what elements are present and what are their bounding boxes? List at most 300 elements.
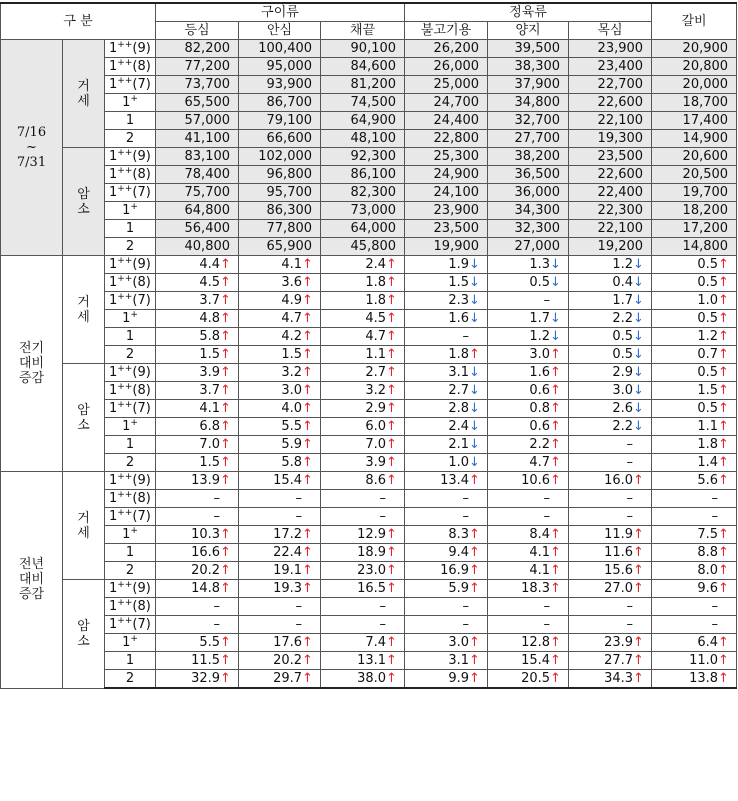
arrow-up-icon: ↑ bbox=[633, 581, 644, 596]
arrow-up-icon: ↑ bbox=[302, 365, 313, 380]
value-text: 6.8 bbox=[199, 419, 221, 434]
grade-base: 1 bbox=[109, 149, 118, 164]
grade-sup: + bbox=[130, 634, 138, 644]
value-text: 4.0 bbox=[281, 401, 303, 416]
value-text: 23,500 bbox=[597, 149, 644, 164]
grade-base: 1 bbox=[125, 329, 135, 344]
grade-base: 1 bbox=[122, 203, 131, 218]
grade-sup: ++ bbox=[117, 292, 133, 302]
value-cell bbox=[652, 670, 737, 689]
grade-sup: ++ bbox=[117, 364, 133, 374]
value-cell bbox=[239, 580, 321, 598]
value-text: 37,900 bbox=[514, 77, 561, 92]
value-cell bbox=[321, 112, 405, 130]
arrow-up-icon: ↑ bbox=[469, 581, 480, 596]
grade-label bbox=[105, 202, 156, 220]
col-header: 불고기용 bbox=[405, 22, 488, 40]
value-text: 2.3 bbox=[448, 293, 470, 308]
grade-base: 1 bbox=[125, 437, 135, 452]
value-text: 20,800 bbox=[682, 59, 729, 74]
arrow-up-icon: ↑ bbox=[386, 257, 397, 272]
value-text: 18.3 bbox=[521, 581, 551, 596]
value-text: – bbox=[462, 491, 470, 506]
arrow-down-icon: ↓ bbox=[633, 401, 644, 416]
gender-label: 거 세 bbox=[63, 472, 105, 580]
value-cell bbox=[569, 652, 652, 670]
value-text: 19.1 bbox=[273, 563, 303, 578]
arrow-up-icon: ↑ bbox=[633, 671, 644, 686]
value-text: 83,100 bbox=[184, 149, 231, 164]
value-cell bbox=[405, 544, 488, 562]
arrow-down-icon: ↓ bbox=[550, 275, 561, 290]
value-cell bbox=[321, 58, 405, 76]
value-cell bbox=[569, 274, 652, 292]
arrow-up-icon: ↑ bbox=[220, 293, 231, 308]
grade-sup: ++ bbox=[117, 508, 133, 518]
grade-base: 1 bbox=[109, 41, 118, 56]
grade-base: 2 bbox=[125, 563, 135, 578]
value-cell bbox=[156, 112, 239, 130]
value-text: 73,000 bbox=[350, 203, 397, 218]
value-cell bbox=[652, 166, 737, 184]
value-cell bbox=[239, 436, 321, 454]
value-text: 82,300 bbox=[350, 185, 397, 200]
value-text: 25,300 bbox=[433, 149, 480, 164]
grade-label bbox=[105, 112, 156, 130]
arrow-up-icon: ↑ bbox=[718, 293, 729, 308]
value-text: 5.8 bbox=[281, 455, 303, 470]
value-cell bbox=[239, 310, 321, 328]
value-cell bbox=[652, 328, 737, 346]
value-text: – bbox=[462, 329, 470, 344]
value-text: 22,300 bbox=[597, 203, 644, 218]
grade-suffix: (9) bbox=[132, 257, 151, 272]
value-text: 14,900 bbox=[682, 131, 729, 146]
grade-sup: ++ bbox=[117, 616, 133, 626]
value-cell bbox=[321, 274, 405, 292]
grade-sup: ++ bbox=[117, 184, 133, 194]
gender-label: 거 세 bbox=[63, 256, 105, 364]
value-text: 2.8 bbox=[448, 401, 470, 416]
arrow-up-icon: ↑ bbox=[302, 437, 313, 452]
grade-sup: ++ bbox=[117, 58, 133, 68]
grade-suffix: (8) bbox=[132, 167, 151, 182]
value-text: 29.7 bbox=[273, 671, 303, 686]
table-row bbox=[1, 310, 737, 328]
value-cell bbox=[239, 490, 321, 508]
grade-sup: ++ bbox=[117, 382, 133, 392]
arrow-down-icon: ↓ bbox=[633, 293, 644, 308]
grade-label bbox=[105, 616, 156, 634]
value-text: 4.9 bbox=[281, 293, 303, 308]
value-text: 96,800 bbox=[266, 167, 313, 182]
arrow-down-icon: ↓ bbox=[550, 257, 561, 272]
value-cell bbox=[239, 400, 321, 418]
table-row bbox=[1, 346, 737, 364]
value-text: 1.8 bbox=[448, 347, 470, 362]
value-cell bbox=[405, 382, 488, 400]
value-cell bbox=[321, 238, 405, 256]
value-cell bbox=[321, 400, 405, 418]
arrow-up-icon: ↑ bbox=[718, 563, 729, 578]
grade-suffix: (7) bbox=[132, 293, 151, 308]
value-cell bbox=[405, 130, 488, 148]
value-text: 3.0 bbox=[612, 383, 634, 398]
value-cell bbox=[321, 598, 405, 616]
value-cell bbox=[156, 382, 239, 400]
value-cell bbox=[488, 382, 569, 400]
value-cell bbox=[239, 130, 321, 148]
arrow-up-icon: ↑ bbox=[550, 563, 561, 578]
value-text: 18,700 bbox=[682, 95, 729, 110]
arrow-up-icon: ↑ bbox=[633, 635, 644, 650]
value-text: 86,300 bbox=[266, 203, 313, 218]
arrow-up-icon: ↑ bbox=[220, 545, 231, 560]
value-cell bbox=[156, 526, 239, 544]
value-cell bbox=[569, 238, 652, 256]
value-cell bbox=[488, 418, 569, 436]
value-text: 1.7 bbox=[529, 311, 551, 326]
table-row bbox=[1, 526, 737, 544]
value-text: 2.4 bbox=[448, 419, 470, 434]
value-text: 11.9 bbox=[604, 527, 634, 542]
table-row bbox=[1, 274, 737, 292]
arrow-up-icon: ↑ bbox=[386, 581, 397, 596]
value-cell bbox=[321, 562, 405, 580]
value-text: 5.9 bbox=[281, 437, 303, 452]
value-text: 64,000 bbox=[350, 221, 397, 236]
value-text: 26,000 bbox=[433, 59, 480, 74]
arrow-down-icon: ↓ bbox=[469, 437, 480, 452]
value-cell bbox=[488, 148, 569, 166]
value-text: – bbox=[711, 599, 719, 614]
value-cell bbox=[239, 202, 321, 220]
value-cell bbox=[239, 220, 321, 238]
value-cell bbox=[321, 616, 405, 634]
arrow-up-icon: ↑ bbox=[469, 347, 480, 362]
value-text: 22,400 bbox=[597, 185, 644, 200]
value-text: 1.1 bbox=[697, 419, 719, 434]
grade-label bbox=[105, 670, 156, 689]
grade-sup: ++ bbox=[117, 490, 133, 500]
arrow-up-icon: ↑ bbox=[220, 401, 231, 416]
value-cell bbox=[405, 472, 488, 490]
value-text: 2.7 bbox=[448, 383, 470, 398]
col-header: 양지 bbox=[488, 22, 569, 40]
arrow-up-icon: ↑ bbox=[386, 437, 397, 452]
value-text: – bbox=[711, 509, 719, 524]
value-text: 4.2 bbox=[281, 329, 303, 344]
table-row bbox=[1, 670, 737, 689]
arrow-up-icon: ↑ bbox=[302, 581, 313, 596]
value-cell bbox=[239, 508, 321, 526]
value-cell bbox=[569, 562, 652, 580]
grade-base: 1 bbox=[109, 491, 118, 506]
value-text: 7.4 bbox=[365, 635, 387, 650]
value-cell bbox=[569, 184, 652, 202]
arrow-up-icon: ↑ bbox=[550, 383, 561, 398]
value-text: 20.2 bbox=[191, 563, 221, 578]
value-cell bbox=[652, 562, 737, 580]
value-cell bbox=[321, 526, 405, 544]
value-text: 77,200 bbox=[184, 59, 231, 74]
value-cell bbox=[239, 544, 321, 562]
arrow-up-icon: ↑ bbox=[386, 347, 397, 362]
grade-label bbox=[105, 40, 156, 58]
arrow-up-icon: ↑ bbox=[469, 635, 480, 650]
value-text: 11.0 bbox=[689, 653, 719, 668]
grade-suffix: (9) bbox=[132, 581, 151, 596]
value-text: – bbox=[543, 599, 551, 614]
arrow-down-icon: ↓ bbox=[633, 419, 644, 434]
table-row bbox=[1, 508, 737, 526]
table-row bbox=[1, 184, 737, 202]
value-cell bbox=[405, 346, 488, 364]
value-cell bbox=[569, 364, 652, 382]
value-text: 1.5 bbox=[199, 347, 221, 362]
value-cell bbox=[488, 166, 569, 184]
value-cell bbox=[239, 274, 321, 292]
value-text: 25,000 bbox=[433, 77, 480, 92]
arrow-up-icon: ↑ bbox=[718, 419, 729, 434]
value-text: 36,500 bbox=[514, 167, 561, 182]
arrow-up-icon: ↑ bbox=[550, 401, 561, 416]
value-cell bbox=[488, 274, 569, 292]
value-text: 39,500 bbox=[514, 41, 561, 56]
value-text: 77,800 bbox=[266, 221, 313, 236]
value-cell bbox=[652, 292, 737, 310]
value-cell bbox=[569, 634, 652, 652]
table-body bbox=[1, 40, 737, 689]
grade-sup: ++ bbox=[117, 166, 133, 176]
grade-suffix: (7) bbox=[132, 509, 151, 524]
value-text: 15.4 bbox=[273, 473, 303, 488]
value-cell bbox=[156, 148, 239, 166]
value-cell bbox=[156, 220, 239, 238]
value-cell bbox=[156, 616, 239, 634]
value-text: 1.2 bbox=[612, 257, 634, 272]
value-text: 1.0 bbox=[697, 293, 719, 308]
value-text: 36,000 bbox=[514, 185, 561, 200]
value-cell bbox=[652, 454, 737, 472]
value-cell bbox=[569, 454, 652, 472]
arrow-up-icon: ↑ bbox=[386, 401, 397, 416]
value-cell bbox=[239, 526, 321, 544]
value-text: 27,700 bbox=[514, 131, 561, 146]
value-text: 11.6 bbox=[604, 545, 634, 560]
value-text: 5.6 bbox=[697, 473, 719, 488]
value-cell bbox=[405, 292, 488, 310]
arrow-up-icon: ↑ bbox=[386, 383, 397, 398]
grade-base: 1 bbox=[122, 419, 131, 434]
value-text: 23,900 bbox=[433, 203, 480, 218]
value-text: 18.9 bbox=[357, 545, 387, 560]
value-text: 2.7 bbox=[365, 365, 387, 380]
arrow-up-icon: ↑ bbox=[302, 545, 313, 560]
table-row bbox=[1, 94, 737, 112]
arrow-up-icon: ↑ bbox=[633, 473, 644, 488]
value-text: 22,800 bbox=[433, 131, 480, 146]
arrow-down-icon: ↓ bbox=[633, 329, 644, 344]
value-cell bbox=[488, 202, 569, 220]
grade-sup: ++ bbox=[117, 274, 133, 284]
value-cell bbox=[569, 112, 652, 130]
grade-label bbox=[105, 436, 156, 454]
value-text: 0.5 bbox=[697, 275, 719, 290]
value-text: 23.0 bbox=[357, 563, 387, 578]
value-text: 34,800 bbox=[514, 95, 561, 110]
value-cell bbox=[239, 562, 321, 580]
value-text: 0.8 bbox=[529, 401, 551, 416]
value-text: 3.9 bbox=[365, 455, 387, 470]
value-cell bbox=[156, 670, 239, 689]
value-cell bbox=[156, 634, 239, 652]
value-cell bbox=[405, 364, 488, 382]
arrow-up-icon: ↑ bbox=[302, 383, 313, 398]
value-text: 2.2 bbox=[612, 311, 634, 326]
grade-sup: ++ bbox=[117, 76, 133, 86]
table-row bbox=[1, 292, 737, 310]
value-cell bbox=[488, 562, 569, 580]
value-text: 22.4 bbox=[273, 545, 303, 560]
value-text: 17,200 bbox=[682, 221, 729, 236]
value-cell bbox=[405, 652, 488, 670]
grade-base: 2 bbox=[125, 455, 135, 470]
grade-sup: + bbox=[130, 310, 138, 320]
value-cell bbox=[239, 76, 321, 94]
value-text: 66,600 bbox=[266, 131, 313, 146]
value-cell bbox=[405, 238, 488, 256]
value-cell bbox=[321, 94, 405, 112]
grade-suffix: (7) bbox=[132, 617, 151, 632]
value-text: 95,700 bbox=[266, 185, 313, 200]
arrow-up-icon: ↑ bbox=[302, 455, 313, 470]
arrow-up-icon: ↑ bbox=[302, 527, 313, 542]
value-text: 0.4 bbox=[612, 275, 634, 290]
ribs-header: 갈비 bbox=[652, 3, 737, 40]
arrow-up-icon: ↑ bbox=[718, 437, 729, 452]
value-cell bbox=[569, 148, 652, 166]
value-cell bbox=[156, 256, 239, 274]
table-row bbox=[1, 580, 737, 598]
table-row bbox=[1, 58, 737, 76]
group-header-meat: 정육류 bbox=[405, 3, 652, 22]
value-cell bbox=[239, 328, 321, 346]
value-text: – bbox=[462, 617, 470, 632]
grade-label bbox=[105, 310, 156, 328]
value-text: 20.2 bbox=[273, 653, 303, 668]
value-cell bbox=[156, 364, 239, 382]
arrow-up-icon: ↑ bbox=[220, 473, 231, 488]
arrow-up-icon: ↑ bbox=[718, 257, 729, 272]
value-cell bbox=[239, 58, 321, 76]
arrow-up-icon: ↑ bbox=[550, 419, 561, 434]
value-cell bbox=[156, 400, 239, 418]
value-text: – bbox=[626, 509, 634, 524]
value-cell bbox=[569, 400, 652, 418]
value-cell bbox=[321, 418, 405, 436]
value-text: – bbox=[213, 599, 221, 614]
group-header-beef: 구이류 bbox=[156, 3, 405, 22]
value-cell bbox=[239, 148, 321, 166]
value-text: – bbox=[379, 509, 387, 524]
value-cell bbox=[488, 130, 569, 148]
value-text: 11.5 bbox=[191, 653, 221, 668]
value-cell bbox=[156, 58, 239, 76]
arrow-up-icon: ↑ bbox=[220, 635, 231, 650]
grade-label bbox=[105, 274, 156, 292]
value-cell bbox=[569, 220, 652, 238]
arrow-up-icon: ↑ bbox=[550, 671, 561, 686]
value-cell bbox=[156, 328, 239, 346]
grade-base: 1 bbox=[109, 77, 118, 92]
value-cell bbox=[405, 598, 488, 616]
value-cell bbox=[156, 94, 239, 112]
value-text: 7.0 bbox=[199, 437, 221, 452]
value-text: 17.2 bbox=[273, 527, 303, 542]
arrow-down-icon: ↓ bbox=[469, 275, 480, 290]
value-cell bbox=[405, 310, 488, 328]
arrow-up-icon: ↑ bbox=[633, 545, 644, 560]
arrow-down-icon: ↓ bbox=[633, 383, 644, 398]
table-row bbox=[1, 598, 737, 616]
value-cell bbox=[405, 634, 488, 652]
value-cell bbox=[321, 184, 405, 202]
grade-sup: ++ bbox=[117, 472, 133, 482]
value-cell bbox=[488, 580, 569, 598]
value-text: 24,100 bbox=[433, 185, 480, 200]
value-cell bbox=[652, 634, 737, 652]
value-text: 56,400 bbox=[184, 221, 231, 236]
arrow-up-icon: ↑ bbox=[386, 545, 397, 560]
value-text: 8.0 bbox=[697, 563, 719, 578]
value-text: 7.5 bbox=[697, 527, 719, 542]
table-row bbox=[1, 40, 737, 58]
arrow-up-icon: ↑ bbox=[302, 311, 313, 326]
grade-label bbox=[105, 148, 156, 166]
price-table bbox=[0, 2, 737, 689]
table-row bbox=[1, 130, 737, 148]
value-cell bbox=[652, 652, 737, 670]
value-text: 9.4 bbox=[448, 545, 470, 560]
value-cell bbox=[652, 400, 737, 418]
grade-sup: ++ bbox=[117, 580, 133, 590]
value-text: 17,400 bbox=[682, 113, 729, 128]
value-cell bbox=[569, 544, 652, 562]
value-cell bbox=[652, 238, 737, 256]
value-text: – bbox=[379, 599, 387, 614]
value-cell bbox=[569, 598, 652, 616]
grade-label bbox=[105, 562, 156, 580]
table-row bbox=[1, 652, 737, 670]
table-row bbox=[1, 472, 737, 490]
value-text: 86,700 bbox=[266, 95, 313, 110]
arrow-up-icon: ↑ bbox=[220, 563, 231, 578]
value-text: 57,000 bbox=[184, 113, 231, 128]
value-text: – bbox=[379, 491, 387, 506]
value-cell bbox=[569, 310, 652, 328]
gender-label: 거 세 bbox=[63, 40, 105, 148]
arrow-up-icon: ↑ bbox=[302, 419, 313, 434]
value-text: 38,200 bbox=[514, 149, 561, 164]
grade-base: 2 bbox=[125, 671, 135, 686]
value-cell bbox=[652, 274, 737, 292]
value-cell bbox=[569, 346, 652, 364]
value-text: 3.7 bbox=[199, 293, 221, 308]
value-text: 19,700 bbox=[682, 185, 729, 200]
value-cell bbox=[405, 58, 488, 76]
value-text: 20,600 bbox=[682, 149, 729, 164]
